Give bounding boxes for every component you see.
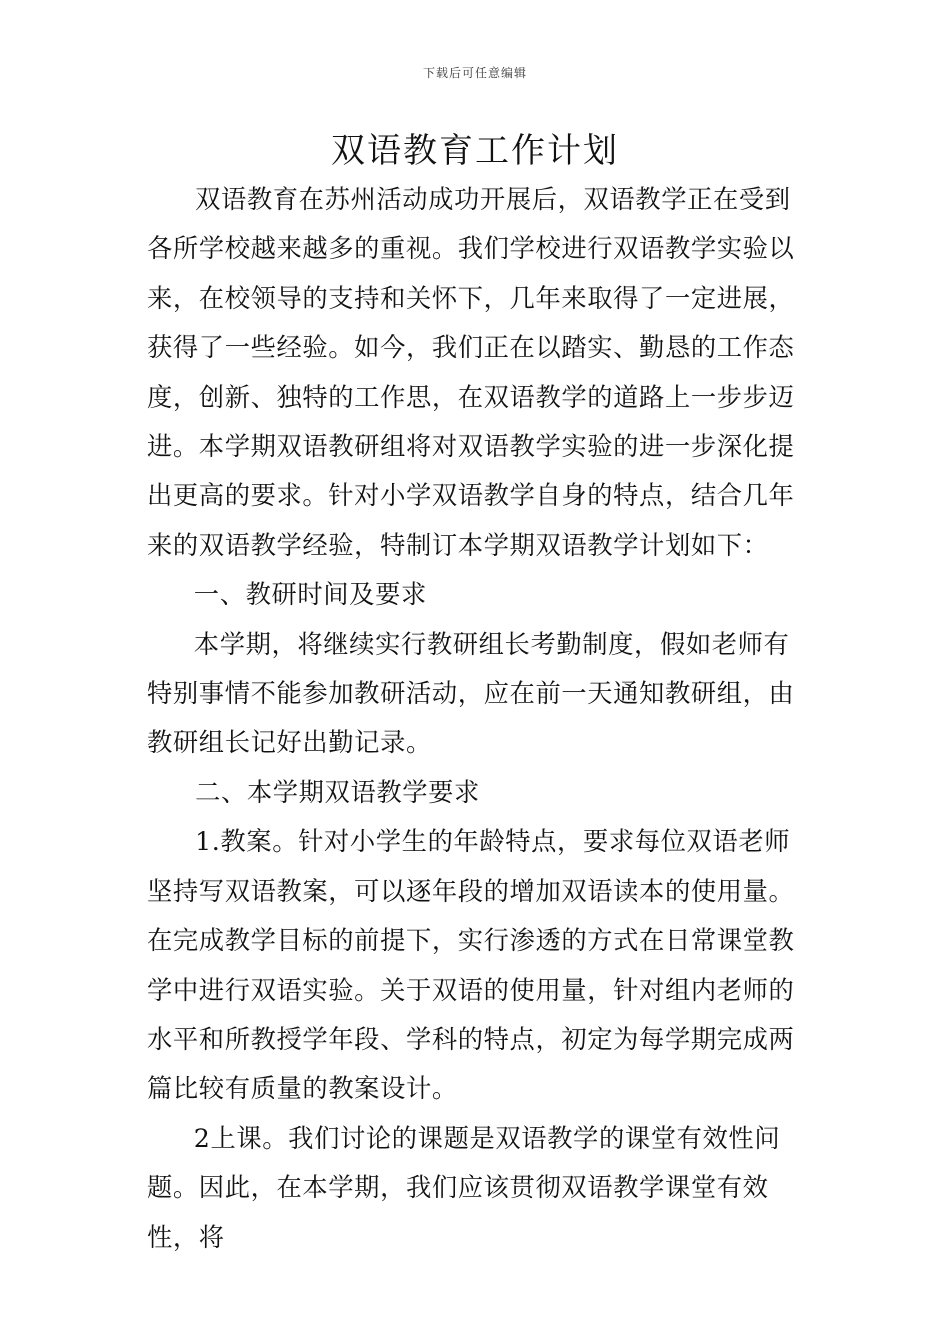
paragraph-lesson-plan: 1.教案。针对小学生的年龄特点，要求每位双语老师坚持写双语教案，可以逐年段的增加双语读本的使用量。在完成教学目标的前提下，实行渗透的方式在日常课堂教学中进行双语实验。关于双语的使用量，针对组内老师的水平和所教授学年段、学科的特点，初定为每学期完成两篇比较有质量的教案设计。 <box>147 827 795 1104</box>
section-heading-2: 二、本学期双语教学要求 <box>195 777 480 807</box>
paragraph-attendance: 本学期，将继续实行教研组长考勤制度，假如老师有特别事情不能参加教研活动，应在前一天通知教研组，由教研组长记好出勤记录。 <box>147 629 795 758</box>
header-note: 下载后可任意编辑 <box>422 66 527 80</box>
section-heading-1: 一、教研时间及要求 <box>193 580 427 610</box>
document-body <box>147 175 811 1262</box>
document-title: 双语教育工作计划 <box>331 131 619 171</box>
paragraph-classes: 2上课。我们讨论的课题是双语教学的课堂有效性问题。因此，在本学期，我们应该贯彻双语教学课堂有效性，将 <box>147 1123 781 1252</box>
paragraph-intro: 双语教育在苏州活动成功开展后，双语教学正在受到各所学校越来越多的重视。我们学校进行双语教学实验以来，在校领导的支持和关怀下，几年来取得了一定进展，获得了一些经验。如今，我们正在以踏实、勤恳的工作态度，创新、独特的工作思，在双语教学的道路上一步步迈进。本学期双语教研组将对双语教学实验的进一步深化提出更高的要求。针对小学双语教学自身的特点，结合几年来的双语教学经验，特制订本学期双语教学计划如下： <box>147 185 795 560</box>
